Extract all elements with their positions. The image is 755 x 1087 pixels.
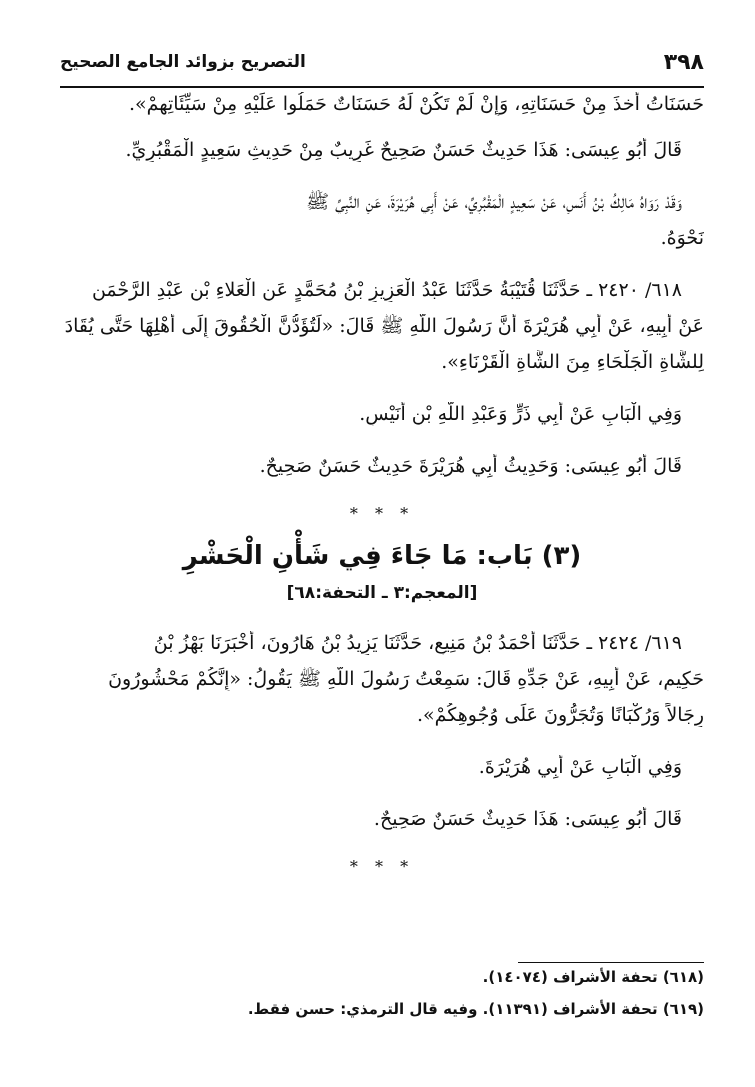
chapter-reference: [المعجم:٣ ـ التحفة:٦٨] <box>286 583 478 603</box>
footnotes <box>60 966 704 1030</box>
paragraph-line: وَفِي الْبَابِ عَنْ أَبِي هُرَيْرَةَ. <box>478 756 682 778</box>
paragraph-line: قَالَ أَبُو عِيسَى: هَذَا حَدِيثٌ حَسَنٌ صَحِيحٌ. <box>373 808 682 830</box>
paragraph-line: وَقَدْ رَوَاهُ مَالِكُ بْنُ أَنَسٍ، عَنْ سَعِيدٍ الْمَقْبُرِيِّ، عَنْ أَبِي هُرَيْرَةَ، عَنِ النَّبِيِّ ﷺ <box>306 191 682 213</box>
section-separator: * * * <box>349 857 415 876</box>
hadith-line: عَنْ أَبِيهِ، عَنْ أَبِي هُرَيْرَةَ أَنَّ رَسُولَ اللَّهِ ﷺ قَالَ: «لَتُؤَدُّنَّ الْحُقُوقَ إِلَى أَهْلِهَا حَتَّى يُقَادَ <box>64 315 704 337</box>
section-separator: * * * <box>349 504 415 523</box>
document-page <box>60 0 704 1087</box>
page-header <box>60 50 704 88</box>
footnote-divider <box>518 962 704 963</box>
page-number: ٣٩٨ <box>663 50 704 75</box>
running-title: التصريح بزوائد الجامع الصحيح <box>60 52 306 72</box>
body-text <box>60 92 704 876</box>
paragraph-line: قَالَ أَبُو عِيسَى: هَذَا حَدِيثٌ حَسَنٌ صَحِيحٌ غَرِيبٌ مِنْ حَدِيثِ سَعِيدٍ الْمَقْبُرِيِّ. <box>125 139 682 161</box>
footnote: (٦١٨) تحفة الأشراف (١٤٠٧٤). <box>482 968 704 986</box>
paragraph-line: قَالَ أَبُو عِيسَى: وَحَدِيثُ أَبِي هُرَيْرَةَ حَدِيثٌ حَسَنٌ صَحِيحٌ. <box>259 455 682 477</box>
paragraph-line: حَسَنَاتُ أُخذَ مِنْ حَسَنَاتِهِ، وَإِنْ لَمْ تَكُنْ لَهُ حَسَنَاتٌ حَمَلُوا عَلَيْهِ مِنْ سَيِّئَاتِهِمْ». <box>128 93 704 115</box>
hadith-line: حَكِيمٍ، عَنْ أَبِيهِ، عَنْ جَدِّهِ قَالَ: سَمِعْتُ رَسُولَ اللَّهِ ﷺ يَقُولُ: «إِنَّكُمْ مَحْشُورُونَ <box>108 668 704 690</box>
footnote: (٦١٩) تحفة الأشراف (١١٣٩١). وفيه قال الترمذي: حسن فقط. <box>247 1000 704 1018</box>
paragraph-line: وَفِي الْبَابِ عَنْ أَبِي ذَرٍّ وَعَبْدِ اللَّهِ بْنِ أُنَيْسٍ. <box>359 403 682 425</box>
hadith-line: ٦١٨/ ٢٤٢٠ ـ حَدَّثَنَا قُتَيْبَةُ حَدَّثَنَا عَبْدُ الْعَزِيزِ بْنُ مُحَمَّدٍ عَنِ الْعَلاءِ بْنِ عَبْدِ الرَّحْمَنِ <box>91 279 682 301</box>
hadith-line: ٦١٩/ ٢٤٢٤ ـ حَدَّثَنَا أَحْمَدُ بْنُ مَنِيعٍ، حَدَّثَنَا يَزِيدُ بْنُ هَارُونَ، أَخْبَرَنَا بَهْزُ بْنُ <box>153 632 682 654</box>
chapter-title: (٣) بَاب: مَا جَاءَ فِي شَأْنِ الْحَشْرِ <box>182 541 582 571</box>
hadith-line: لِلشَّاةِ الْجَلْحَاءِ مِنَ الشَّاةِ الْقَرْنَاءِ». <box>441 351 704 373</box>
hadith-line: رِجَالاً وَرُكْبَانًا وَتُجَرُّونَ عَلَى وُجُوهِكُمْ». <box>416 704 704 726</box>
paragraph-line: نَحْوَهُ. <box>660 227 704 249</box>
